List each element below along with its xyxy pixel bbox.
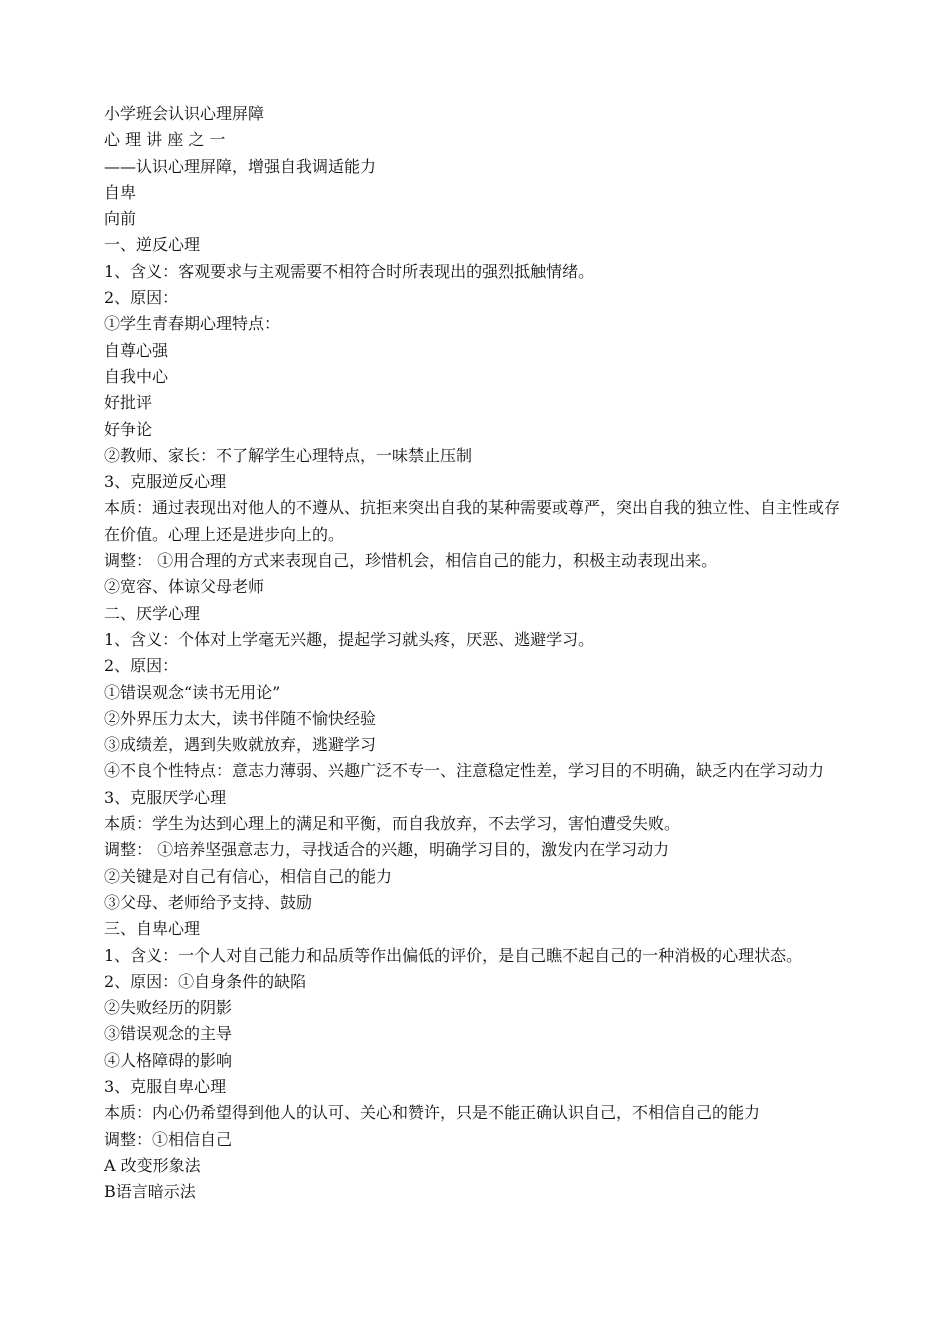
text-line: 自尊心强 <box>104 340 169 360</box>
text-paragraph: 本质：通过表现出对他人的不遵从、抗拒来突出自我的某种需要或尊严，突出自我的独立性、自主性或存在价值。心理上还是进步向上的。 <box>104 498 841 544</box>
text-line: B语言暗示法 <box>104 1182 196 1202</box>
text-line: A 改变形象法 <box>104 1155 201 1175</box>
text-line: ②关键是对自己有信心，相信自己的能力 <box>104 866 393 886</box>
text-line: ③父母、老师给予支持、鼓励 <box>104 892 313 912</box>
text-line: ②失败经历的阴影 <box>104 998 233 1018</box>
section-heading: 二、厌学心理 <box>104 603 201 623</box>
text-line: 好批评 <box>104 393 153 413</box>
text-line: 向前 <box>104 209 137 229</box>
text-line: ②教师、家长：不了解学生心理特点，一味禁止压制 <box>104 445 473 465</box>
lecture-theme: ——认识心理屏障，增强自我调适能力 <box>104 156 377 176</box>
text-paragraph: ④不良个性特点：意志力薄弱、兴趣广泛不专一、注意稳定性差，学习目的不明确，缺乏内在学习动力 <box>104 761 825 781</box>
text-line: ③成绩差，遇到失败就放弃，逃避学习 <box>104 735 377 755</box>
text-line: 1、含义：客观要求与主观需要不相符合时所表现出的强烈抵触情绪。 <box>104 261 595 281</box>
text-line: ④人格障碍的影响 <box>104 1050 233 1070</box>
document-page <box>104 101 854 1205</box>
text-line: 本质：内心仍希望得到他人的认可、关心和赞许，只是不能正确认识自己，不相信自己的能力 <box>104 1103 761 1123</box>
text-line: 调整：①相信自己 <box>104 1129 233 1149</box>
text-line: 2、原因： <box>104 288 179 308</box>
text-line: 2、原因： <box>104 656 179 676</box>
document-title: 小学班会认识心理屏障 <box>104 104 265 123</box>
text-line: 3、克服自卑心理 <box>104 1076 227 1096</box>
text-line: 本质：学生为达到心理上的满足和平衡，而自我放弃，不去学习，害怕遭受失败。 <box>104 814 681 834</box>
text-line: 3、克服逆反心理 <box>104 472 227 492</box>
text-line: 自我中心 <box>104 366 169 386</box>
section-heading: 三、自卑心理 <box>104 919 201 939</box>
text-line: 1、含义：一个人对自己能力和品质等作出偏低的评价，是自己瞧不起自己的一种消极的心理状态。 <box>104 945 803 965</box>
text-line: ①学生青春期心理特点： <box>104 314 281 334</box>
text-line: ②外界压力太大，读书伴随不愉快经验 <box>104 708 377 728</box>
text-line: 自卑 <box>104 182 137 202</box>
text-line: 调整： ①培养坚强意志力，寻找适合的兴趣，明确学习目的，激发内在学习动力 <box>104 840 670 860</box>
text-line: ①错误观念“读书无用论” <box>104 682 281 702</box>
section-heading: 一、逆反心理 <box>104 235 201 255</box>
text-line: ③错误观念的主导 <box>104 1024 233 1044</box>
text-line: ②宽容、体谅父母老师 <box>104 577 265 597</box>
lecture-subtitle: 心 理 讲 座 之 一 <box>104 130 226 150</box>
text-line: 好争论 <box>104 419 153 439</box>
text-line: 2、原因：①自身条件的缺陷 <box>104 971 307 991</box>
text-line: 3、克服厌学心理 <box>104 787 227 807</box>
text-line: 调整： ①用合理的方式来表现自己，珍惜机会，相信自己的能力，积极主动表现出来。 <box>104 551 718 571</box>
text-line: 1、含义：个体对上学毫无兴趣，提起学习就头疼，厌恶、逃避学习。 <box>104 629 595 649</box>
